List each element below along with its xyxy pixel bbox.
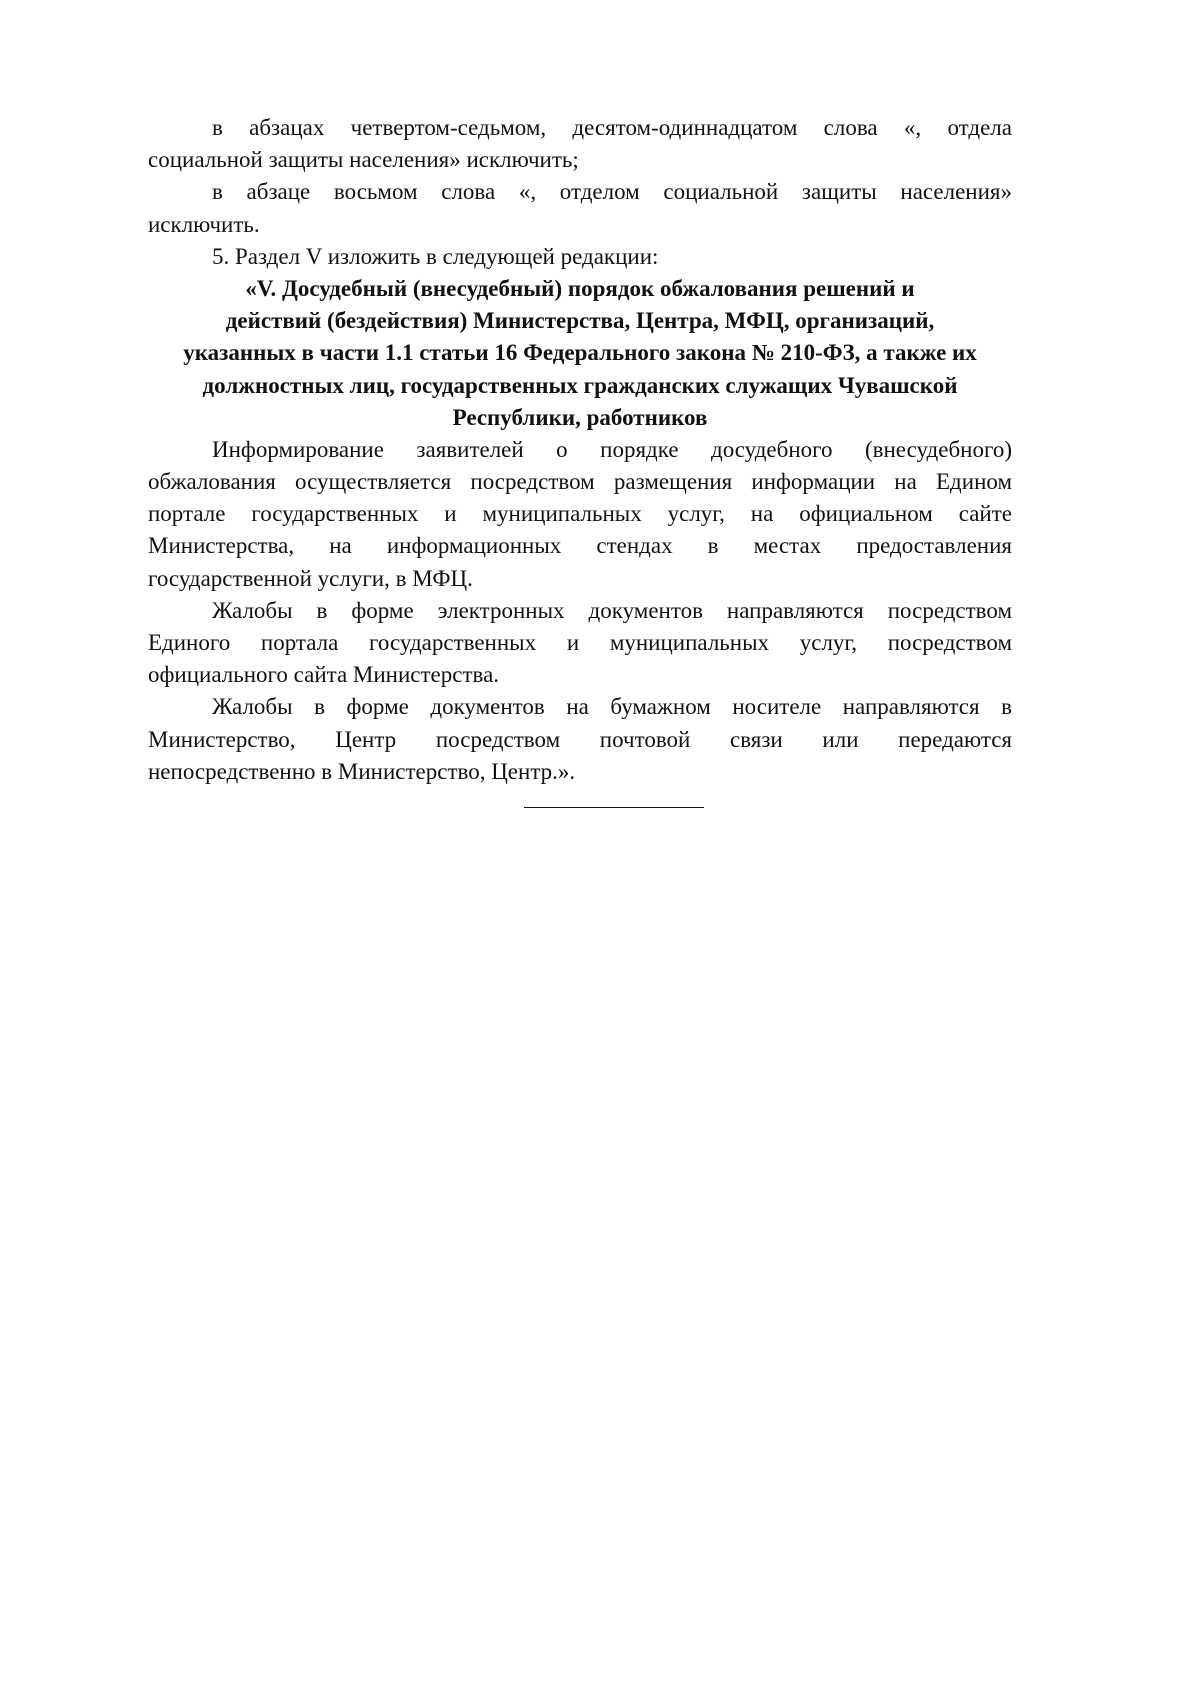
text-line: портале государственных и муниципальных услуг, на официальном сайте bbox=[148, 501, 1012, 527]
text-line: государственной услуги, в МФЦ. bbox=[148, 565, 473, 591]
paragraph-3 bbox=[148, 241, 1012, 273]
text-line: Единого портала государственных и муниципальных услуг, посредством bbox=[148, 630, 1012, 655]
text-line: непосредственно в Министерство, Центр.». bbox=[148, 758, 576, 784]
text-line: в абзацах четвертом-седьмом, десятом-одиннадцатом слова «, отдела bbox=[212, 115, 1012, 140]
text-line: Жалобы в форме документов на бумажном носителе направляются в bbox=[212, 694, 1012, 720]
text-line: обжалования осуществляется посредством размещения информации на Едином bbox=[148, 469, 1012, 495]
heading-line: действий (бездействия) Министерства, Центра, МФЦ, организаций, bbox=[225, 308, 935, 334]
heading-line: Республики, работников bbox=[452, 404, 708, 430]
body-paragraph-1 bbox=[148, 434, 1012, 595]
text-line: Жалобы в форме электронных документов направляются посредством bbox=[212, 597, 1012, 623]
heading-line: должностных лиц, государственных гражданских служащих Чувашской bbox=[202, 372, 958, 398]
text-line: Министерство, Центр посредством почтовой связи или передаются bbox=[148, 726, 1012, 752]
text-line: социальной защиты населения» исключить; bbox=[148, 147, 579, 173]
end-separator-line bbox=[524, 807, 704, 808]
body-paragraph-2 bbox=[148, 595, 1012, 692]
text-line: исключить. bbox=[148, 211, 260, 237]
heading-line: указанных в части 1.1 статьи 16 Федерального закона № 210-ФЗ, а также их bbox=[183, 340, 977, 366]
paragraph-1 bbox=[148, 112, 1012, 176]
text-line: в абзаце восьмом слова «, отделом социальной защиты населения» bbox=[212, 179, 1012, 205]
text-line: Информирование заявителей о порядке досудебного (внесудебного) bbox=[212, 436, 1012, 462]
body-paragraph-3 bbox=[148, 691, 1012, 788]
document-page bbox=[148, 112, 1012, 788]
text-line: официального сайта Министерства. bbox=[148, 662, 500, 688]
text-line: 5. Раздел V изложить в следующей редакции: bbox=[212, 243, 659, 269]
paragraph-2 bbox=[148, 176, 1012, 240]
section-heading bbox=[148, 273, 1012, 434]
text-line: Министерства, на информационных стендах в местах предоставления bbox=[148, 533, 1012, 559]
heading-line: «V. Досудебный (внесудебный) порядок обжалования решений и bbox=[245, 275, 915, 301]
